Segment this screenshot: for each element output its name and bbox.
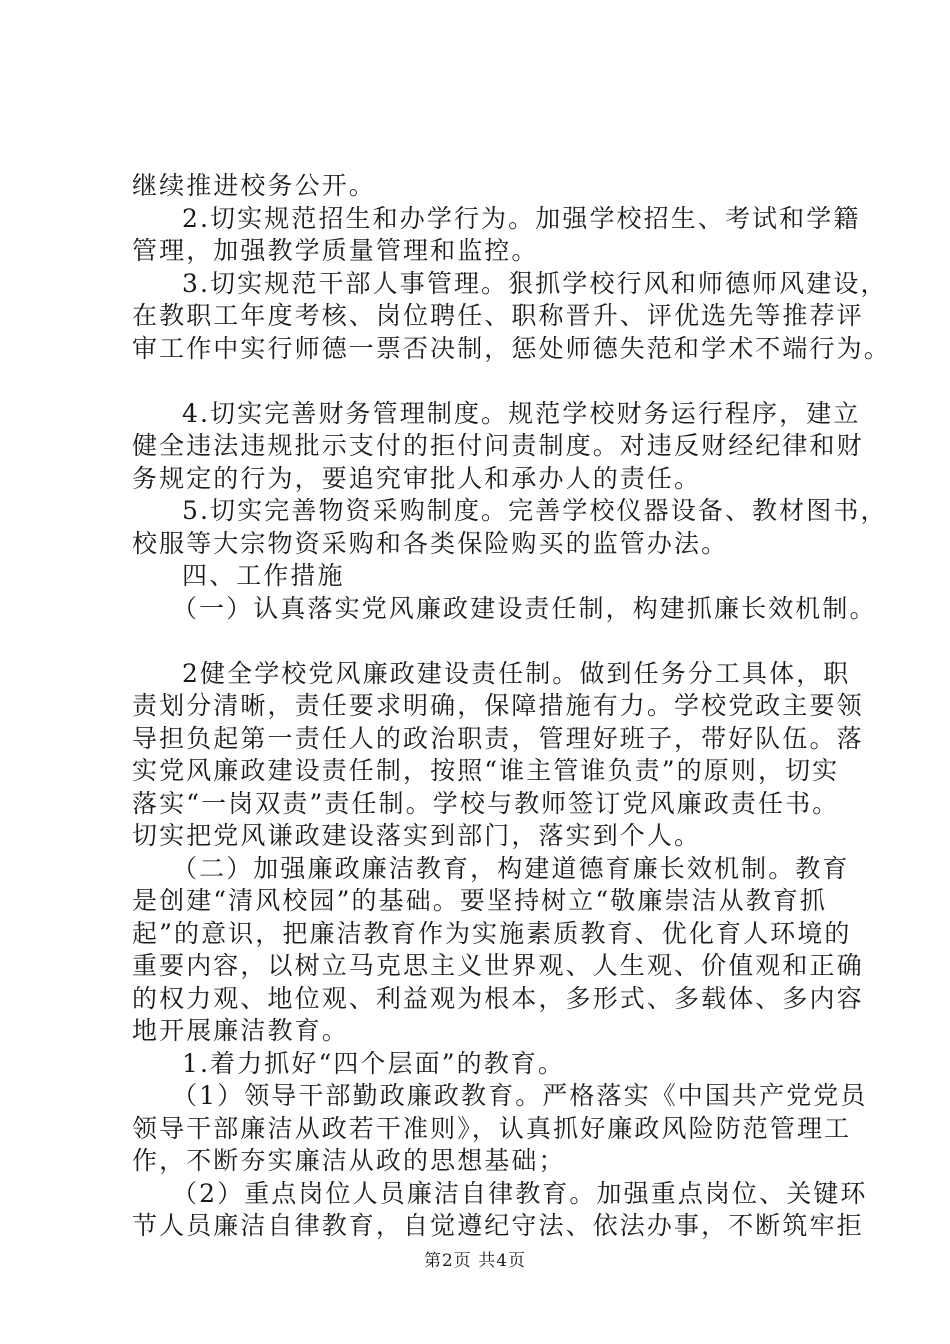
text-line: 导担负起第一责任人的政治职责，管理好班子，带好队伍。落 [132,723,864,753]
text-line: 四、工作措施 [182,561,345,590]
document-body [132,170,891,1243]
text-line: 审工作中实行师德一票否决制，惩处师德失范和学术不端行为。 [132,333,891,363]
blank-line [132,365,837,398]
text-line: 2.切实规范招生和办学行为。加强学校招生、考试和学籍 [182,203,861,233]
text-line: 校服等大宗物资采购和各类保险购买的监管办法。 [132,528,729,558]
text-line: （1）领导干部勤政廉政教育。严格落实《中国共产党党员 [172,1081,868,1110]
page-number-footer: 第2页 共4页 [423,1251,527,1271]
text-line: （2）重点岗位人员廉洁自律教育。加强重点岗位、关键环 [172,1178,868,1208]
text-line: 领导干部廉洁从政若干准则》，认真抓好廉政风险防范管理工 [132,1113,852,1143]
text-line: 切实把党风谦政建设落实到部门，落实到个人。 [132,821,702,850]
text-line: 的权力观、地位观、利益观为根本，多形式、多载体、多内容 [132,983,864,1013]
text-line: 作，不断夯实廉洁从政的思想基础； [132,1146,566,1175]
text-line: 责划分清晰，责任要求明确，保障措施有力。学校党政主要领 [132,691,864,720]
text-line: 地开展廉洁教育。 [132,1016,349,1045]
text-line: 3.切实规范干部人事管理。狠抓学校行风和师德师风建设， [182,268,888,298]
text-line: 在教职工年度考核、岗位聘任、职称晋升、评优选先等推荐评 [132,301,864,330]
text-line: 起”的意识，把廉洁教育作为实施素质教育、优化育人环境的 [132,918,852,948]
blank-line [132,625,837,658]
text-line: 5.切实完善物资采购制度。完善学校仪器设备、教材图书， [182,496,888,525]
text-line: 落实“一岗双责”责任制。学校与教师签订党风廉政责任书。 [132,788,840,818]
text-line: 务规定的行为，要追究审批人和承办人的责任。 [132,463,702,493]
text-line: 是创建“清风校园”的基础。要坚持树立“敬廉崇洁从教育抓 [132,886,828,915]
text-line: （一）认真落实党风廉政建设责任制，构建抓廉长效机制。 [172,593,877,623]
text-line: 2健全学校党风廉政建设责任制。做到任务分工具体，职 [182,658,851,688]
text-line: 管理，加强教学质量管理和监控。 [132,236,539,265]
text-line: 重要内容，以树立马克思主义世界观、人生观、价值观和正确 [132,951,864,980]
text-line: （二）加强廉政廉洁教育，构建道德育廉长效机制。教育 [172,853,850,883]
text-line: 节人员廉洁自律教育，自觉遵纪守法、依法办事，不断筑牢拒 [132,1211,864,1240]
text-line: 4.切实完善财务管理制度。规范学校财务运行程序，建立 [182,398,861,428]
text-line: 继续推进校务公开。 [132,171,376,200]
text-line: 健全违法违规批示支付的拒付问责制度。对违反财经纪律和财 [132,431,864,460]
text-line: 1.着力抓好“四个层面”的教育。 [182,1048,566,1078]
text-line: 实党风廉政建设责任制，按照“谁主管谁负责”的原则，切实 [132,756,840,785]
